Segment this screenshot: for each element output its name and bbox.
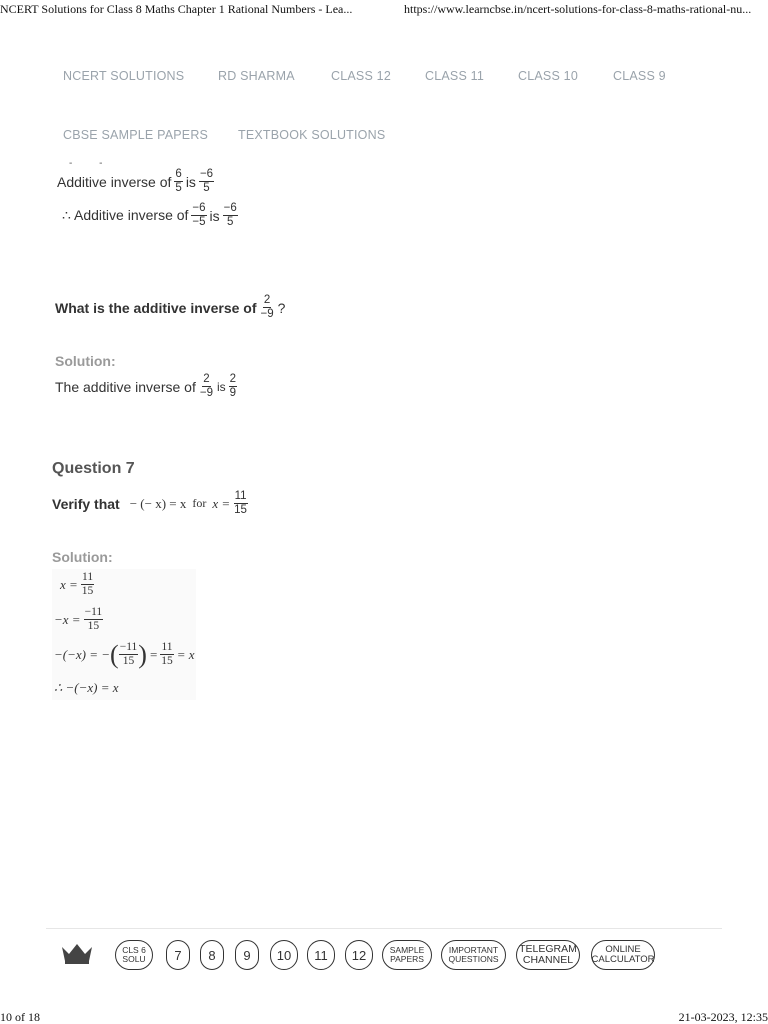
math-expression: = x — [176, 646, 195, 662]
class-10-button[interactable]: 10 — [270, 940, 298, 970]
fraction — [199, 373, 214, 400]
additive-inverse-line-1 — [57, 168, 217, 195]
text: Additive inverse of — [57, 173, 172, 190]
solution-7-line-1 — [60, 571, 97, 598]
denominator: 15 — [161, 655, 173, 667]
fraction — [233, 490, 248, 517]
question-7-text — [52, 490, 251, 517]
nav-class-10[interactable]: CLASS 10 — [518, 69, 578, 83]
nav-cbse-sample-papers[interactable]: CBSE SAMPLE PAPERS — [63, 128, 209, 142]
fraction — [229, 373, 237, 400]
text: ∴ Additive inverse of — [62, 207, 189, 223]
denominator: 15 — [87, 620, 100, 632]
left-paren: ( — [110, 639, 119, 669]
fraction — [260, 294, 275, 321]
math-expression: −(−x) = − — [54, 646, 111, 662]
nav-textbook-solutions[interactable]: TEXTBOOK SOLUTIONS — [238, 128, 386, 142]
online-calculator-button[interactable] — [591, 940, 655, 970]
solution-7-line-2 — [54, 606, 106, 633]
math-expression: = — [149, 646, 158, 662]
numerator: −6 — [192, 202, 206, 214]
question-7-heading: Question 7 — [52, 460, 135, 477]
button-label: CHANNEL — [522, 954, 574, 966]
denominator: 9 — [229, 387, 237, 399]
print-header — [0, 2, 768, 18]
numerator: 2 — [263, 294, 271, 306]
class-12-button[interactable]: 12 — [345, 940, 373, 970]
nav-ncert-solutions[interactable]: NCERT SOLUTIONS — [63, 69, 185, 83]
sample-papers-button[interactable] — [382, 940, 432, 970]
page-number: 10 of 18 — [0, 1010, 40, 1024]
solution-7-line-3 — [54, 641, 195, 668]
button-label: PAPERS — [390, 954, 424, 964]
print-datetime: 21-03-2023, 12:35 — [678, 1010, 768, 1024]
crown-icon[interactable] — [60, 941, 94, 965]
solution-7-line-4: ∴ −(−x) = x — [54, 680, 119, 695]
denominator: −9 — [199, 387, 213, 399]
button-label: SOLU — [122, 954, 146, 964]
text: for — [192, 496, 207, 510]
fraction — [81, 571, 95, 598]
numerator: −11 — [119, 641, 138, 653]
denominator: −9 — [260, 308, 274, 320]
cls-6-solutions-button[interactable] — [115, 940, 153, 970]
text: The additive inverse of — [55, 378, 196, 395]
important-questions-button[interactable] — [441, 940, 506, 970]
nav-class-12[interactable]: CLASS 12 — [331, 69, 391, 83]
text: What is the additive inverse of — [55, 299, 257, 316]
class-8-button[interactable]: 8 — [200, 940, 224, 970]
numerator: 11 — [82, 571, 94, 583]
nav-rd-sharma[interactable]: RD SHARMA — [218, 69, 295, 83]
button-label: CLS 6 — [122, 945, 146, 955]
numerator: 2 — [229, 373, 237, 385]
fraction — [199, 168, 214, 195]
nav-class-9[interactable]: CLASS 9 — [613, 69, 666, 83]
denominator: 5 — [203, 182, 210, 194]
telegram-channel-button[interactable] — [516, 940, 580, 970]
additive-inverse-line-2 — [62, 202, 241, 229]
fraction — [174, 168, 182, 195]
math-expression: − (− x) = x — [129, 495, 187, 511]
solution-6-line — [55, 373, 240, 400]
nav-class-11[interactable]: CLASS 11 — [425, 69, 485, 83]
fraction — [223, 202, 238, 229]
solution-6-label: Solution: — [55, 353, 116, 369]
numerator: 2 — [203, 373, 210, 385]
text: is — [216, 379, 226, 394]
print-header-title: NCERT Solutions for Class 8 Maths Chapter 1 Rational Numbers - Lea... — [0, 2, 353, 16]
print-header-url: https://www.learncbse.in/ncert-solutions-for-class-8-maths-rational-nu... — [404, 2, 752, 16]
denominator: 15 — [122, 655, 135, 667]
button-label: TELEGRAM — [519, 943, 577, 955]
numerator: −11 — [84, 606, 103, 618]
class-9-button[interactable]: 9 — [235, 940, 259, 970]
text: is — [209, 207, 220, 224]
text: ? — [277, 299, 286, 316]
solution-7-label: Solution: — [52, 549, 113, 565]
numerator: 11 — [234, 490, 247, 502]
question-6-text — [55, 294, 285, 321]
right-paren: ) — [138, 639, 147, 669]
numerator: −6 — [223, 202, 237, 214]
fraction — [191, 202, 206, 229]
denominator: 15 — [81, 585, 94, 597]
button-label: QUESTIONS — [448, 954, 499, 964]
fraction — [119, 641, 139, 668]
button-label: IMPORTANT — [448, 945, 499, 955]
fraction — [84, 606, 104, 633]
math-expression: x = — [60, 576, 78, 592]
class-7-button[interactable]: 7 — [166, 940, 190, 970]
math-expression: −x = — [54, 611, 81, 627]
button-label: ONLINE — [605, 944, 641, 955]
denominator: 5 — [175, 182, 182, 194]
denominator: 5 — [227, 216, 234, 228]
math-expression: x = — [212, 495, 231, 511]
text: Verify that — [52, 495, 120, 512]
text: is — [185, 173, 196, 190]
denominator: −5 — [192, 216, 206, 228]
denominator: 15 — [234, 504, 247, 516]
button-label: CALCULATOR — [591, 954, 655, 965]
class-11-button[interactable]: 11 — [307, 940, 335, 970]
numerator: 11 — [161, 641, 173, 653]
cutoff-marks: - - — [69, 158, 115, 169]
numerator: 6 — [175, 168, 182, 180]
numerator: −6 — [199, 168, 214, 180]
print-footer — [0, 1010, 768, 1024]
button-label: SAMPLE — [389, 945, 425, 955]
fraction — [160, 641, 174, 668]
